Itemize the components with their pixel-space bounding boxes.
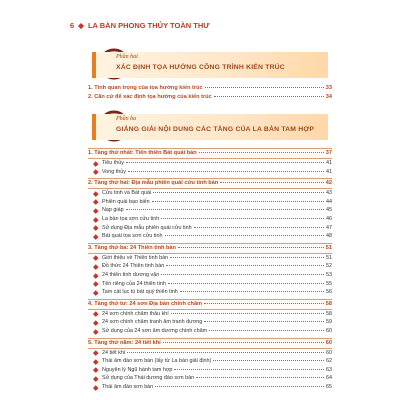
toc-entry-title: 24 tiết khí [102, 349, 126, 356]
leader-dots [214, 96, 324, 97]
diamond-bullet-icon [93, 359, 98, 364]
leader-dots [213, 360, 324, 361]
toc-entry-title: 1. Tính quan trọng của tọa hướng kiến trúc [88, 85, 203, 91]
toc-entry-title: Vong thủy [102, 168, 126, 175]
toc-chapter[interactable] [88, 299, 332, 310]
toc-entry-page: 41 [326, 160, 332, 166]
part-title: XÁC ĐỊNH TỌA HƯỚNG CÔNG TRÌNH KIẾN TRÚC [116, 64, 285, 71]
book-title: LA BÀN PHONG THỦY TOÀN THƯ [87, 20, 210, 30]
toc-entry-page: 60 [326, 349, 332, 356]
diamond-bullet-icon [93, 226, 98, 231]
diamond-bullet-icon [93, 376, 98, 381]
toc-entry-page: 48 [326, 233, 332, 240]
toc-entry-page: 41 [326, 168, 332, 175]
part-label: Phần ba [116, 116, 137, 122]
toc-chapter[interactable] [88, 243, 332, 254]
diamond-bullet-icon [93, 191, 98, 196]
toc-entry[interactable] [88, 84, 332, 93]
leader-dots [220, 182, 324, 183]
diamond-bullet-icon [93, 208, 98, 213]
leader-dots [126, 209, 324, 210]
toc-entry-title: Sử dụng Địa mẫu phiên quái cửu tinh [102, 224, 192, 231]
toc-entry-page: 63 [326, 366, 332, 373]
diamond-bullet-icon [93, 329, 98, 334]
running-header [70, 17, 340, 33]
toc-entry[interactable] [88, 280, 332, 289]
toc-entry-title: 2. Căn cứ để xác định tọa hướng của kiến trúc [88, 93, 212, 100]
toc-entry[interactable] [88, 383, 332, 392]
toc-entry[interactable] [88, 349, 332, 358]
diamond-bullet-icon [93, 385, 98, 390]
toc-entry-page: 56 [326, 289, 332, 296]
toc-entry-page: 55 [326, 280, 332, 287]
toc-entry[interactable] [88, 93, 332, 102]
leader-dots [127, 352, 324, 353]
toc-entry-title: Nạp giáp [102, 207, 124, 214]
leader-dots [128, 171, 324, 172]
toc-entry-page: 60 [325, 339, 332, 346]
diamond-bullet-icon [93, 200, 98, 205]
toc-entry-title: Bát quái tọa sơn cửu tinh [102, 233, 163, 240]
toc-entry-page: 58 [326, 310, 332, 317]
diamond-bullet-icon [93, 290, 98, 295]
toc-list-part-three [88, 146, 332, 391]
leader-dots [170, 257, 324, 258]
toc-entry-title: 5. Tầng thứ năm: 24 tiết khí [88, 339, 161, 346]
toc-entry-title: Giới thiệu về Thiên tinh bàn [102, 254, 169, 261]
toc-chapter[interactable] [88, 338, 332, 349]
toc-entry[interactable] [88, 159, 332, 168]
toc-entry-title: Cửu tinh và Bát quái [102, 190, 152, 197]
part-title: GIẢNG GIẢI NỘI DUNG CÁC TẦNG CỦA LA BÀN TAM HỢP [116, 126, 315, 133]
diamond-bullet-icon [93, 273, 98, 278]
toc-entry-page: 47 [326, 224, 332, 231]
toc-entry-page: 64 [326, 375, 332, 382]
toc-entry[interactable] [88, 374, 332, 383]
leader-dots [174, 369, 324, 370]
diamond-bullet-icon [93, 217, 98, 222]
diamond-bullet-icon [93, 170, 98, 175]
toc-entry-title: Phiên quái bạo biến [102, 198, 150, 205]
header-ornament-icon: ◆ [78, 20, 84, 30]
toc-entry-page: 60 [326, 327, 332, 334]
toc-entry-page: 59 [326, 319, 332, 326]
toc-entry[interactable] [88, 318, 332, 327]
diamond-bullet-icon [93, 368, 98, 373]
toc-chapter[interactable] [88, 148, 332, 159]
toc-entry-page: 43 [326, 190, 332, 197]
section-banner-part-three [92, 114, 328, 140]
toc-entry[interactable] [88, 168, 332, 177]
toc-entry-title: 4. Tầng thứ tư: 24 sơn Địa bàn chính châm [88, 300, 203, 307]
diamond-bullet-icon [93, 320, 98, 325]
toc-entry-title: 2. Tầng thứ hai: Địa mẫu phiên quái cửu tinh bàn [88, 180, 219, 187]
toc-entry[interactable] [88, 366, 332, 375]
toc-entry[interactable] [88, 206, 332, 215]
toc-entry-title: Sử dụng của 24 sơn âm dương chính châm [102, 327, 208, 334]
diamond-bullet-icon [93, 264, 98, 269]
leader-dots [194, 227, 324, 228]
toc-entry-page: 44 [326, 198, 332, 205]
toc-entry-page: 62 [326, 358, 332, 365]
toc-entry-page: 42 [325, 180, 332, 187]
leader-dots [126, 162, 324, 163]
toc-entry-page: 51 [325, 244, 332, 251]
leader-dots [209, 330, 324, 331]
toc-entry[interactable] [88, 271, 332, 280]
toc-list-part-two [88, 84, 332, 101]
toc-entry-title: Tiêu thủy [102, 160, 124, 166]
leader-dots [166, 265, 324, 266]
toc-entry-title: Sử dụng của Thái dương đáo sơn bàn [102, 375, 195, 382]
toc-entry[interactable] [88, 288, 332, 297]
diamond-bullet-icon [93, 312, 98, 317]
toc-entry[interactable] [88, 189, 332, 198]
leader-dots [155, 386, 324, 387]
toc-entry-page: 58 [325, 300, 332, 307]
section-banner-part-two [92, 52, 328, 78]
toc-page [70, 8, 340, 400]
toc-entry-page: 51 [326, 254, 332, 261]
leader-dots [153, 192, 324, 193]
toc-entry-title: Tên riêng của 24 thiên tinh [102, 280, 166, 287]
toc-entry-title: Nguyên lý Ngũ hành tam hợp [102, 366, 173, 373]
leader-dots [168, 283, 324, 284]
page-number: 6 [70, 20, 75, 30]
toc-entry[interactable] [88, 327, 332, 336]
toc-entry-title: La bàn tọa sơn cửu tinh [102, 215, 160, 222]
toc-entry-title: 24 sơn chính châm thâu khí [102, 310, 169, 317]
toc-entry-page: 65 [326, 383, 332, 390]
toc-entry-title: 1. Tầng thứ nhất: Tiên thiên Bát quái bàn [88, 150, 197, 156]
toc-entry[interactable] [88, 262, 332, 271]
toc-entry[interactable] [88, 215, 332, 224]
leader-dots [178, 247, 324, 248]
leader-dots [204, 321, 324, 322]
diamond-bullet-icon [93, 256, 98, 261]
toc-entry-title: Thái âm đáo sơn bàn [102, 383, 154, 390]
part-label: Phần hai [116, 54, 138, 60]
toc-entry-page: 45 [326, 207, 332, 214]
leader-dots [180, 291, 324, 292]
toc-entry-title: 3. Tầng thứ ba: 24 Thiên tinh bàn [88, 244, 176, 251]
toc-entry-title: Thái âm đáo sơn bàn (lấy từ La bàn giải định) [102, 358, 212, 365]
toc-entry-title: Tam cát lục tú bát quý thiên tinh [102, 289, 178, 296]
toc-entry[interactable] [88, 198, 332, 207]
leader-dots [199, 152, 324, 153]
diamond-bullet-icon [93, 281, 98, 286]
leader-dots [163, 342, 324, 343]
leader-dots [165, 235, 325, 236]
toc-entry-page: 46 [326, 215, 332, 222]
leader-dots [171, 313, 324, 314]
toc-entry-title: 24 thiên tinh dương vận [102, 271, 160, 278]
toc-entry[interactable] [88, 232, 332, 241]
toc-entry-title: Đồ thức 24 Thiên tinh bàn [102, 263, 165, 270]
toc-entry-page: 33 [325, 85, 332, 91]
toc-entry-page: 37 [325, 150, 332, 156]
leader-dots [204, 303, 324, 304]
leader-dots [161, 274, 324, 275]
toc-chapter[interactable] [88, 178, 332, 189]
leader-dots [205, 87, 324, 88]
toc-entry-page: 53 [326, 271, 332, 278]
toc-entry[interactable] [88, 224, 332, 233]
toc-entry[interactable] [88, 357, 332, 366]
diamond-bullet-icon [93, 161, 98, 166]
diamond-bullet-icon [93, 234, 98, 239]
toc-entry[interactable] [88, 310, 332, 319]
diamond-bullet-icon [93, 350, 98, 355]
toc-entry-page: 34 [325, 93, 332, 100]
leader-dots [152, 201, 324, 202]
toc-entry-page: 52 [326, 263, 332, 270]
toc-entry[interactable] [88, 254, 332, 263]
leader-dots [196, 377, 324, 378]
toc-entry-title: 24 sơn chính châm tranh âm tranh dương [102, 319, 203, 326]
leader-dots [161, 218, 324, 219]
